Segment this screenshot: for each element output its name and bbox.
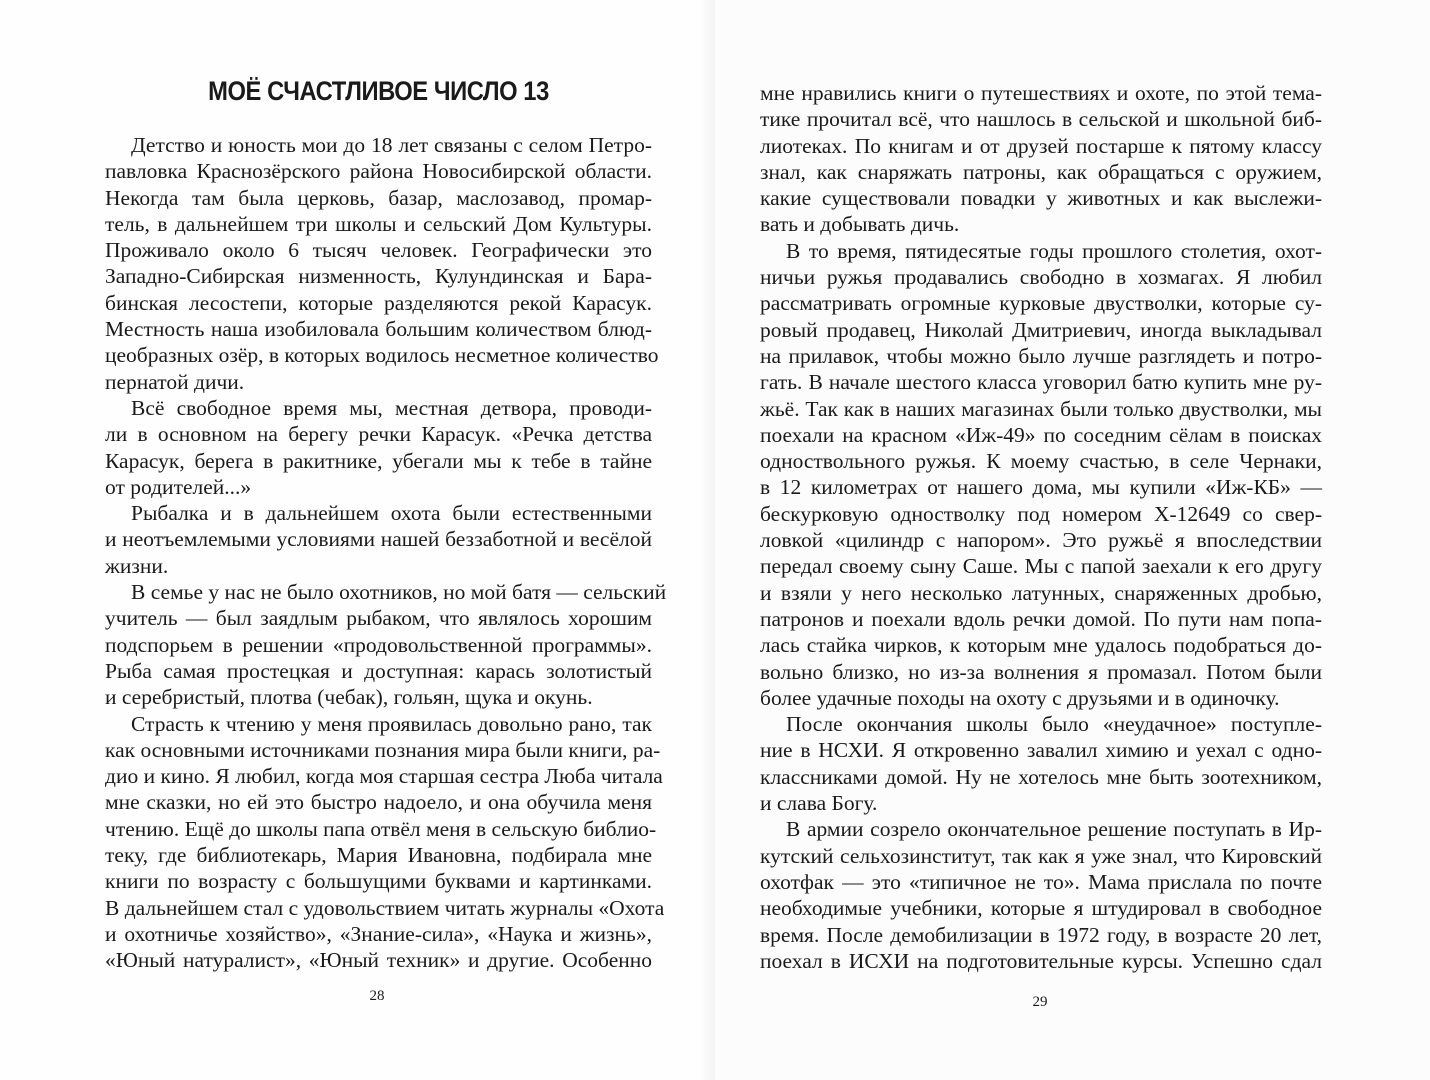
text-line: В дальнейшем стал с удовольствием читать журналы «Охота [105,895,665,920]
text-line: дио и кино. Я любил, когда моя старшая сестра Люба читала [105,764,663,789]
text-line: тель, в дальнейшем три школы и сельский Дом Культуры. [105,211,652,236]
text-line: и слава Богу. [760,791,878,816]
text-line: Проживало около 6 тысяч человек. Географически это [105,238,652,263]
text-line: и взяли у него несколько латунных, снаряженных дробью, [760,580,1322,605]
text-line: теку, где библиотекарь, Мария Ивановна, подбирала мне [105,843,652,868]
text-line: павловка Краснозёрского района Новосибирской области. [105,159,652,184]
text-line: цеобразных озёр, в которых водилось несметное количество [105,343,659,368]
text-line: Рыбалка и в дальнейшем охота были естественными [131,501,652,526]
page-number: 29 [1032,994,1048,1010]
text-line: Всё свободное время мы, местная детвора, проводи- [131,395,652,420]
chapter-title: МОЁ СЧАСТЛИВОЕ ЧИСЛО 13 [208,76,549,106]
text-line: рассматривать огромные курковые двустволки, которые су- [760,291,1322,316]
text-line: тике прочитал всё, что нашлось в сельской и школьной биб- [760,107,1322,132]
text-line: ловкой «цилиндр с напором». Это ружьё я впоследствии [760,528,1322,553]
text-line: и охотничье хозяйство», «Знание-сила», «Наука и жизнь», [105,921,652,946]
text-line: в 12 километрах от нашего дома, мы купили «Иж-КБ» — [760,475,1322,500]
text-line: кутский сельхозинститут, так как я уже знал, что Кировский [760,843,1322,868]
text-line: лась стайка чирков, к которым мне удалось подобраться до- [760,633,1322,658]
paragraph [760,238,1322,711]
text-line: поехали на красном «Иж-49» по соседним сёлам в поисках [760,422,1322,447]
right-page-text [760,80,1322,974]
text-line: Местность наша изобиловала большим количеством блюд- [105,317,652,342]
text-line: пернатой дичи. [105,369,245,394]
text-line: гать. В начале шестого класса уговорил батю купить мне ру- [760,370,1322,395]
text-line: Карасук, берега в ракитнике, убегали мы к тебе в тайне [105,448,652,473]
text-line: В семье у нас не было охотников, но мой батя — сельский [131,580,667,605]
text-line: ние в НСХИ. Я откровенно завалил химию и уехал с одно- [760,738,1322,763]
text-line: как основными источниками познания мира были книги, ра- [105,737,661,762]
text-line: подспорьем в решении «продовольственной программы». [105,632,652,657]
paragraph [105,395,652,500]
text-line: и серебристый, плотва (чебак), гольян, щука и окунь. [105,685,593,710]
text-line: Детство и юность мои до 18 лет связаны с селом Петро- [131,133,652,157]
paragraph [760,816,1322,974]
text-line: и неотъемлемыми условиями нашей беззаботной и весёлой [105,527,652,552]
text-line: поехал в ИСХИ на подготовительные курсы. Успешно сдал [760,948,1322,973]
text-line: одноствольного ружья. К моему счастью, в селе Чернаки, [760,449,1322,474]
paragraph [105,711,665,974]
paragraph [760,711,1322,816]
text-line: на прилавок, чтобы можно было лучше разглядеть и потро- [760,343,1322,368]
left-page-text [105,132,667,974]
text-line: мне сказки, но ей это быстро надоело, и она обучила меня [105,790,652,815]
text-line: знал, как снаряжать патроны, как обращаться с оружием, [760,159,1322,184]
text-line: вольно близко, но из-за волнения я промазал. Потом были [760,659,1322,684]
text-line: вать и добывать дичь. [760,212,960,237]
text-line: Западно-Сибирская низменность, Кулундинская и Бара- [105,264,652,289]
text-line: мне нравились книги о путешествиях и охоте, по этой тема- [760,81,1322,105]
text-line: В то время, пятидесятые годы прошлого столетия, охот- [786,238,1322,263]
right-page [715,0,1430,1080]
paragraph [760,80,1322,238]
text-line: более удачные походы на охоту с друзьями и в одиночку. [760,685,1280,710]
text-line: время. После демобилизации в 1972 году, в возрасте 20 лет, [760,922,1322,947]
text-line: «Юный натуралист», «Юный техник» и другие. Особенно [105,948,652,973]
text-line: жьё. Так как в наших магазинах были только двустволки, мы [760,396,1322,421]
text-line: лиотеках. По книгам и от друзей постарше к пятому классу [760,133,1322,158]
text-line: бинская лесостепи, которые разделяются рекой Карасук. [105,290,652,315]
paragraph [105,500,652,579]
text-line: чтению. Ещё до школы папа отвёл меня в сельскую библио- [105,816,657,841]
text-line: бескурковую одностволку под номером Х-12649 со свер- [760,501,1322,526]
text-line: Рыба самая простецкая и доступная: карась золотистый [105,658,652,683]
text-line: передал своему сыну Саше. Мы с папой заехали к его другу [760,554,1322,579]
text-line: от родителей...» [105,474,252,499]
text-line: ли в основном на берегу речки Карасук. «Речка детства [105,422,652,447]
text-line: охотфак — это «типичное не то». Мама прислала по почте [760,869,1322,894]
text-line: книги по возрасту с большущими буквами и картинками. [105,869,652,894]
paragraph [105,579,667,710]
text-line: В армии созрело окончательное решение поступать в Ир- [786,817,1322,842]
text-line: классниками домой. Ну не хотелось мне быть зоотехником, [760,764,1322,789]
text-line: После окончания школы было «неудачное» поступле- [786,712,1322,737]
text-line: учитель — был заядлым рыбаком, что являлось хорошим [105,606,652,631]
page-number: 28 [369,988,385,1004]
text-line: патронов и поехали вдоль речки домой. По пути нам попа- [760,606,1322,631]
text-line: жизни. [105,553,169,578]
text-line: Страсть к чтению у меня проявилась довольно рано, так [131,711,652,736]
paragraph [105,132,659,395]
text-line: ровый продавец, Николай Дмитриевич, иногда выкладывал [760,317,1322,342]
text-line: какие существовали повадки у животных и как выслежи- [760,186,1322,211]
text-line: необходимые учебники, которые я штудировал в свободное [760,896,1322,921]
text-line: Некогда там была церковь, базар, маслозавод, промар- [105,185,652,210]
text-line: ничьи ружья продавались свободно в хозмагах. Я любил [760,265,1322,290]
